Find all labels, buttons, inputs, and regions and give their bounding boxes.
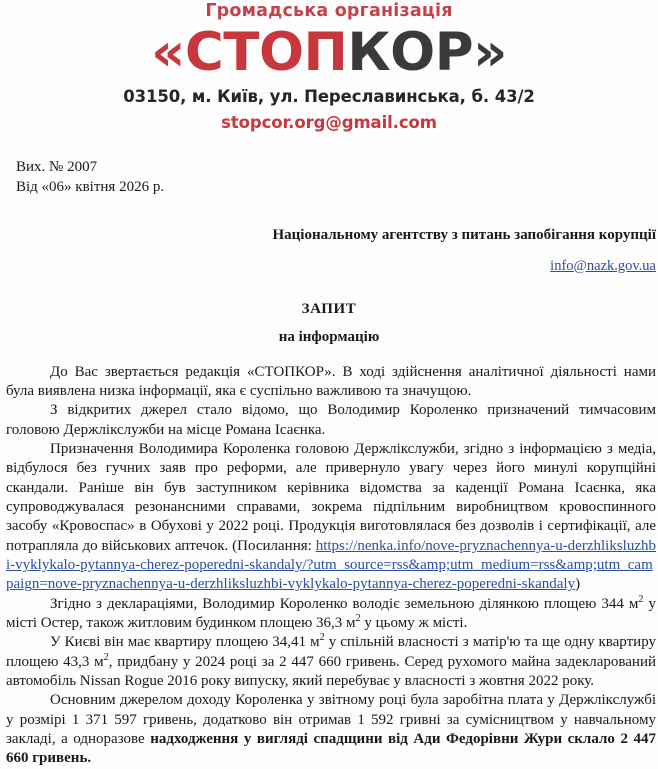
paragraph-6-emphasis: надходження у вигляді спадщини від Ади Федорівни Жури склало 2 447 660 гривень. xyxy=(6,731,656,767)
document-title: ЗАПИТ xyxy=(301,300,357,317)
outgoing-number: Вих. № 2007 xyxy=(16,159,98,176)
paragraph-6-plain: Основним джерелом доходу Короленка у звітному році була заробітна плата у Держлікслужбі у розмірі 1 371 597 гривень, додатково він отримав 1 592 гривні за сумісництвом у навчальному закладі, а одноразове xyxy=(6,692,656,748)
square-meter-superscript: 2 xyxy=(319,632,325,644)
paragraph-4-part-b: у місті Остер, також житловим будинком площею 36,3 м xyxy=(6,595,657,632)
reference-block xyxy=(16,158,658,198)
body-paragraph-1: До Вас звертається редакція «СТОПКОР». В ході здійснення аналітичної діяльності нами була виявлена низка інформації, яка є суспільно важливою та значущою. xyxy=(6,363,656,399)
source-reference-link[interactable]: https://nenka.info/nove-pryznachennya-u-derzhliksluzhbi-vyklykalo-pytannya-cherez-poperedni-skandaly/?utm_source=rss&amp;utm_medium=rss&amp;utm_campaign=nove-pryznachennya-u-derzhliksluzhbi-vyklykalo-pytannya-cherez-poperedni-skandaly xyxy=(6,537,656,593)
logo-guillemet-close: » xyxy=(473,22,507,84)
square-meter-superscript: 2 xyxy=(355,613,361,625)
document-subtitle: на інформацію xyxy=(278,328,380,345)
paragraph-4-part-a: Згідно з деклараціями, Володимир Короленко володіє земельною ділянкою площею 344 м xyxy=(50,595,639,612)
logo-guillemet-open: « xyxy=(151,22,185,84)
document-body xyxy=(6,363,656,769)
body-paragraph-3 xyxy=(6,440,656,595)
addressee-name: Національному агентству з питань запобігання корупції xyxy=(272,227,656,244)
logo-text-kor: КОР xyxy=(347,22,474,84)
logo-text-stop: СТОП xyxy=(184,22,348,84)
square-meter-superscript: 2 xyxy=(103,651,109,663)
paragraph-4-part-c: у цьому ж місті. xyxy=(360,615,468,632)
paragraph-5-part-a: У Києві він має квартиру площею 34,41 м xyxy=(50,634,320,651)
organization-email: stopcor.org@gmail.com xyxy=(221,113,437,133)
paragraph-3-closing: ) xyxy=(575,576,581,593)
body-paragraph-5 xyxy=(6,633,656,691)
paragraph-3-text: Призначення Володимира Короленка головою Держлікслужби, згідно з інформацією з медіа, відбулося без гучних заяв про реформи, але привернуло увагу через його минулі корупційні скандали. Раніше він був заступником керівника відомства за каденції Романа Ісаєнка, яка супроводжувалася резонансними справами, зокрема підпільним виробництвом кровоспинного засобу «Кровоспас» в Обухові у 2022 році. Продукція виготовлялася без дозволів і сертифікації, але потрапляла до військових аптечок. (Посилання: xyxy=(6,440,656,554)
organization-type-label: Громадська організація xyxy=(205,1,453,21)
paragraph-5-part-b: у спільній власності з матір'ю та ще одну квартиру площею 43,3 м xyxy=(6,634,656,670)
organization-logo xyxy=(0,22,658,84)
addressee-email-line xyxy=(0,258,658,275)
square-meter-superscript: 2 xyxy=(638,593,644,605)
body-paragraph-4 xyxy=(6,595,656,634)
body-paragraph-2: З відкритих джерел стало відомо, що Володимир Короленко призначений тимчасовим головою Держлікслужби на місце Романа Ісаєнка. xyxy=(6,402,656,438)
addressee-email-link[interactable]: info@nazk.gov.ua xyxy=(550,257,656,274)
document-date: Від «06» квітня 2026 р. xyxy=(16,179,165,196)
paragraph-5-part-c: , придбану у 2024 році за 2 447 660 гривень. Серед рухомого майна задекларований автомобіль Nissan Rogue 2016 року випуску, який перебуває у власності з жовтня 2022 року. xyxy=(6,653,656,690)
body-paragraph-6 xyxy=(6,691,656,768)
organization-address: 03150, м. Київ, ул. Переславинська, б. 43/2 xyxy=(123,87,535,107)
letterhead xyxy=(0,0,658,132)
